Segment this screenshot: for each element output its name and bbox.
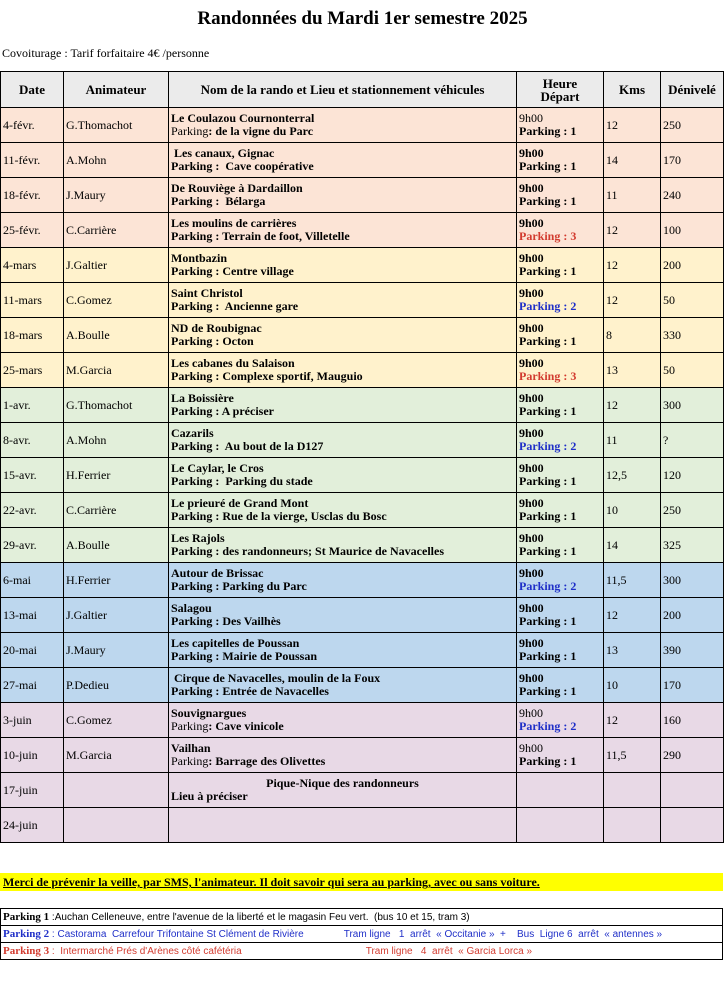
cell-date: 15-avr. — [1, 458, 64, 493]
legend-text: :Auchan Celleneuve, entre l'avenue de la liberté et le magasin Feu vert. (bus 10 et 15, tram 3) — [49, 912, 470, 923]
departure-time: 9h00 — [519, 181, 544, 195]
parking-location — [171, 300, 514, 313]
parking-location — [171, 510, 514, 523]
hike-name: De Rouviège à Dardaillon — [171, 181, 303, 195]
cell-kms: 11,5 — [604, 563, 661, 598]
table-header-row — [1, 72, 724, 108]
header-hike-name: Nom de la rando et Lieu et stationnement véhicules — [169, 72, 517, 108]
cell-date: 1-avr. — [1, 388, 64, 423]
hike-name: Montbazin — [171, 251, 228, 265]
parking-place: Parking du Parc — [219, 579, 307, 593]
cell-elevation: 200 — [661, 598, 724, 633]
cell-departure — [517, 248, 604, 283]
parking-location — [171, 580, 514, 593]
cell-elevation: 390 — [661, 633, 724, 668]
table-row — [1, 248, 724, 283]
parking-place: des randonneurs; St Maurice de Navacelles — [219, 544, 444, 558]
parking-label: Parking : — [171, 439, 220, 453]
cell-departure — [517, 493, 604, 528]
cell-hike-name — [169, 458, 517, 493]
cell-kms: 11 — [604, 178, 661, 213]
legend-label: Parking 2 — [3, 928, 50, 940]
cell-elevation: 325 — [661, 528, 724, 563]
cell-departure — [517, 598, 604, 633]
hike-name: Vailhan — [171, 741, 211, 755]
parking-place: Ancienne gare — [219, 299, 299, 313]
table-row — [1, 388, 724, 423]
cell-date: 4-mars — [1, 248, 64, 283]
parking-label: Parking : — [171, 229, 220, 243]
parking-location — [171, 195, 514, 208]
cell-kms: 12 — [604, 248, 661, 283]
cell-hike-name — [169, 703, 517, 738]
cell-date: 18-févr. — [1, 178, 64, 213]
cell-hike-name — [169, 388, 517, 423]
cell-kms: 12 — [604, 703, 661, 738]
cell-kms: 12 — [604, 108, 661, 143]
cell-date: 25-févr. — [1, 213, 64, 248]
cell-animateur: C.Gomez — [64, 283, 169, 318]
cell-elevation: 250 — [661, 108, 724, 143]
parking-label: Parking : — [171, 264, 220, 278]
table-row — [1, 773, 724, 808]
cell-animateur: H.Ferrier — [64, 458, 169, 493]
cell-hike-name — [169, 808, 517, 843]
parking-place: Au bout de la D127 — [219, 439, 324, 453]
departure-time: 9h00 — [519, 636, 544, 650]
parking-number: Parking : 3 — [519, 369, 577, 383]
parking-number: Parking : 1 — [519, 614, 577, 628]
legend-transit: Tram ligne 4 arrêt « Garcia Lorca » — [365, 946, 533, 957]
parking-label: Parking : — [171, 159, 220, 173]
departure-time: 9h00 — [519, 671, 544, 685]
parking-number: Parking : 2 — [519, 299, 577, 313]
cell-kms: 8 — [604, 318, 661, 353]
cell-date: 17-juin — [1, 773, 64, 808]
parking-legend — [0, 908, 723, 960]
hike-name: Le Coulazou Cournonterral — [171, 111, 315, 125]
header-animateur: Animateur — [64, 72, 169, 108]
cell-hike-name — [169, 318, 517, 353]
cell-hike-name — [169, 738, 517, 773]
cell-elevation: 290 — [661, 738, 724, 773]
table-row — [1, 598, 724, 633]
cell-animateur: H.Ferrier — [64, 563, 169, 598]
cell-elevation: 170 — [661, 668, 724, 703]
parking-label: Parking — [171, 754, 209, 768]
cell-date: 6-mai — [1, 563, 64, 598]
legend-row — [1, 925, 722, 942]
parking-label: Parking : — [171, 509, 220, 523]
parking-place: Entrée de Navacelles — [219, 684, 329, 698]
cell-hike-name — [169, 493, 517, 528]
parking-location — [171, 335, 514, 348]
parking-place: Parking du stade — [219, 474, 313, 488]
cell-animateur: M.Garcia — [64, 353, 169, 388]
parking-location — [171, 370, 514, 383]
cell-hike-name — [169, 143, 517, 178]
parking-number: Parking : 1 — [519, 649, 577, 663]
cell-departure — [517, 528, 604, 563]
cell-departure — [517, 143, 604, 178]
parking-label: Parking : — [171, 404, 220, 418]
parking-label: Parking : — [171, 334, 220, 348]
cell-kms: 12 — [604, 213, 661, 248]
departure-time: 9h00 — [519, 496, 544, 510]
cell-departure — [517, 633, 604, 668]
notice-banner: Merci de prévenir la veille, par SMS, l'animateur. Il doit savoir qui sera au parking, avec ou sans voiture. — [0, 873, 723, 891]
cell-date: 13-mai — [1, 598, 64, 633]
parking-location — [171, 720, 514, 733]
event-title: Pique-Nique des randonneurs — [266, 776, 419, 790]
cell-elevation: ? — [661, 423, 724, 458]
header-elevation: Dénivelé — [661, 72, 724, 108]
cell-elevation: 250 — [661, 493, 724, 528]
parking-number: Parking : 1 — [519, 159, 577, 173]
header-departure-time — [517, 72, 604, 108]
cell-hike-name — [169, 598, 517, 633]
header-time-line1: Heure — [542, 75, 578, 91]
legend-text: : Intermarché Prés d'Arènes côté cafétéria — [49, 946, 242, 957]
cell-departure — [517, 423, 604, 458]
departure-time: 9h00 — [519, 216, 544, 230]
cell-departure — [517, 808, 604, 843]
hike-name: Les moulins de carrières — [171, 216, 297, 230]
cell-date: 24-juin — [1, 808, 64, 843]
cell-kms: 13 — [604, 353, 661, 388]
cell-hike-name — [169, 353, 517, 388]
table-row — [1, 143, 724, 178]
cell-date: 11-mars — [1, 283, 64, 318]
cell-date: 10-juin — [1, 738, 64, 773]
cell-kms: 12 — [604, 598, 661, 633]
cell-animateur: J.Galtier — [64, 248, 169, 283]
table-row — [1, 738, 724, 773]
parking-label: Parking — [171, 124, 209, 138]
legend-text: : Castorama Carrefour Trifontaine St Clément de Rivière — [49, 929, 304, 940]
hike-name: Cazarils — [171, 426, 214, 440]
table-row — [1, 213, 724, 248]
cell-elevation — [661, 808, 724, 843]
parking-label: Parking : — [171, 194, 220, 208]
legend-transit: Tram ligne 1 arrêt « Occitanie » + Bus Ligne 6 arrêt « antennes » — [343, 929, 663, 940]
parking-number: Parking : 1 — [519, 474, 577, 488]
table-row — [1, 808, 724, 843]
departure-time: 9h00 — [519, 146, 544, 160]
cell-kms: 12 — [604, 283, 661, 318]
cell-date: 22-avr. — [1, 493, 64, 528]
table-row — [1, 633, 724, 668]
table-row — [1, 108, 724, 143]
cell-kms: 10 — [604, 493, 661, 528]
table-row — [1, 493, 724, 528]
cell-elevation: 200 — [661, 248, 724, 283]
table-row — [1, 283, 724, 318]
cell-departure — [517, 773, 604, 808]
cell-elevation: 50 — [661, 353, 724, 388]
parking-place: Cave coopérative — [219, 159, 314, 173]
parking-location — [171, 475, 514, 488]
hike-name: Cirque de Navacelles, moulin de la Foux — [171, 671, 381, 685]
table-row — [1, 178, 724, 213]
hike-name: Les Rajols — [171, 531, 225, 545]
departure-time: 9h00 — [519, 706, 543, 720]
table-body — [1, 108, 724, 843]
cell-animateur: G.Thomachot — [64, 108, 169, 143]
cell-elevation: 160 — [661, 703, 724, 738]
cell-departure — [517, 213, 604, 248]
hike-name: La Boissière — [171, 391, 234, 405]
header-time-line2: Départ — [540, 88, 580, 104]
departure-time: 9h00 — [519, 111, 543, 125]
cell-kms: 10 — [604, 668, 661, 703]
parking-number: Parking : 1 — [519, 684, 577, 698]
parking-label: Parking : — [171, 684, 220, 698]
cell-hike-name — [169, 423, 517, 458]
cell-animateur: G.Thomachot — [64, 388, 169, 423]
departure-time: 9h00 — [519, 741, 543, 755]
page-title: Randonnées du Mardi 1er semestre 2025 — [197, 8, 528, 29]
parking-place: A préciser — [219, 404, 274, 418]
departure-time: 9h00 — [519, 391, 544, 405]
cell-elevation: 170 — [661, 143, 724, 178]
cell-departure — [517, 108, 604, 143]
cell-hike-name — [169, 108, 517, 143]
cell-date: 4-févr. — [1, 108, 64, 143]
cell-elevation — [661, 773, 724, 808]
cell-hike-name — [169, 178, 517, 213]
hike-name: Les canaux, Gignac — [171, 146, 275, 160]
departure-time: 9h00 — [519, 426, 544, 440]
cell-date: 20-mai — [1, 633, 64, 668]
departure-time: 9h00 — [519, 531, 544, 545]
departure-time: 9h00 — [519, 601, 544, 615]
cell-elevation: 100 — [661, 213, 724, 248]
cell-departure — [517, 668, 604, 703]
cell-kms: 14 — [604, 528, 661, 563]
cell-departure — [517, 738, 604, 773]
table-row — [1, 458, 724, 493]
cell-departure — [517, 178, 604, 213]
parking-number: Parking : 2 — [519, 579, 577, 593]
cell-hike-name — [169, 248, 517, 283]
cell-date: 18-mars — [1, 318, 64, 353]
parking-label: Parking : — [171, 649, 220, 663]
hike-name: Les capitelles de Poussan — [171, 636, 300, 650]
cell-animateur: J.Maury — [64, 633, 169, 668]
cell-hike-name — [169, 668, 517, 703]
cell-kms: 11 — [604, 423, 661, 458]
table-row — [1, 668, 724, 703]
header-date: Date — [1, 72, 64, 108]
departure-time: 9h00 — [519, 566, 544, 580]
cell-date: 27-mai — [1, 668, 64, 703]
cell-kms: 14 — [604, 143, 661, 178]
cell-kms: 12 — [604, 388, 661, 423]
parking-place: Terrain de foot, Villetelle — [219, 229, 350, 243]
parking-location — [171, 755, 514, 768]
departure-time: 9h00 — [519, 286, 544, 300]
cell-elevation: 300 — [661, 563, 724, 598]
cell-elevation: 330 — [661, 318, 724, 353]
cell-date: 11-févr. — [1, 143, 64, 178]
cell-hike-name — [169, 213, 517, 248]
parking-number: Parking : 2 — [519, 439, 577, 453]
cell-date: 3-juin — [1, 703, 64, 738]
cell-animateur: A.Boulle — [64, 318, 169, 353]
cell-animateur: C.Carrière — [64, 493, 169, 528]
event-location: Lieu à préciser — [171, 789, 248, 803]
cell-kms: 11,5 — [604, 738, 661, 773]
legend-label: Parking 3 — [3, 945, 50, 957]
cell-departure — [517, 388, 604, 423]
parking-number: Parking : 1 — [519, 264, 577, 278]
legend-row — [1, 909, 722, 925]
parking-location — [171, 545, 514, 558]
legend-row — [1, 942, 722, 959]
cell-elevation: 300 — [661, 388, 724, 423]
hike-schedule-table — [0, 71, 724, 843]
parking-label: Parking : — [171, 474, 220, 488]
carpool-note: Covoiturage : Tarif forfaitaire 4€ /personne — [2, 46, 210, 60]
cell-elevation: 240 — [661, 178, 724, 213]
cell-departure — [517, 458, 604, 493]
departure-time: 9h00 — [519, 461, 544, 475]
departure-time: 9h00 — [519, 321, 544, 335]
parking-label: Parking : — [171, 614, 220, 628]
parking-location — [171, 685, 514, 698]
cell-kms — [604, 773, 661, 808]
parking-label: Parking : — [171, 299, 220, 313]
cell-kms: 12,5 — [604, 458, 661, 493]
hike-name: Les cabanes du Salaison — [171, 356, 295, 370]
parking-location — [171, 650, 514, 663]
cell-departure — [517, 318, 604, 353]
parking-place: Complexe sportif, Mauguio — [219, 369, 363, 383]
parking-number: Parking : 1 — [519, 509, 577, 523]
header-kms: Kms — [604, 72, 661, 108]
cell-hike-name — [169, 283, 517, 318]
departure-time: 9h00 — [519, 356, 544, 370]
departure-time: 9h00 — [519, 251, 544, 265]
cell-departure — [517, 563, 604, 598]
parking-label: Parking : — [171, 544, 220, 558]
hike-name: ND de Roubignac — [171, 321, 262, 335]
parking-location — [171, 405, 514, 418]
parking-location — [171, 615, 514, 628]
parking-place: Des Vailhès — [219, 614, 281, 628]
parking-label: Parking : — [171, 579, 220, 593]
parking-label: Parking : — [171, 369, 220, 383]
parking-label: Parking — [171, 719, 209, 733]
cell-date: 8-avr. — [1, 423, 64, 458]
cell-animateur: C.Gomez — [64, 703, 169, 738]
hike-name: Le Caylar, le Cros — [171, 461, 264, 475]
cell-departure — [517, 353, 604, 388]
hike-name: Saint Christol — [171, 286, 243, 300]
table-row — [1, 353, 724, 388]
table-row — [1, 318, 724, 353]
parking-number: Parking : 1 — [519, 334, 577, 348]
hike-name: Souvignargues — [171, 706, 247, 720]
hike-name: Salagou — [171, 601, 212, 615]
cell-hike-name — [169, 563, 517, 598]
parking-number: Parking : 1 — [519, 404, 577, 418]
cell-departure — [517, 283, 604, 318]
legend-label: Parking 1 — [3, 911, 50, 923]
parking-number: Parking : 1 — [519, 754, 577, 768]
cell-hike-name — [169, 633, 517, 668]
table-row — [1, 563, 724, 598]
parking-number: Parking : 2 — [519, 719, 577, 733]
cell-animateur — [64, 808, 169, 843]
parking-location — [171, 265, 514, 278]
cell-animateur: P.Dedieu — [64, 668, 169, 703]
hike-name: Autour de Brissac — [171, 566, 264, 580]
parking-number: Parking : 1 — [519, 544, 577, 558]
cell-animateur — [64, 773, 169, 808]
cell-animateur: A.Mohn — [64, 423, 169, 458]
cell-date: 29-avr. — [1, 528, 64, 563]
parking-place: Bélarga — [219, 194, 266, 208]
cell-animateur: A.Mohn — [64, 143, 169, 178]
hike-name: Le prieuré de Grand Mont — [171, 496, 309, 510]
table-row — [1, 703, 724, 738]
table-row — [1, 528, 724, 563]
parking-place: Mairie de Poussan — [219, 649, 318, 663]
cell-animateur: A.Boulle — [64, 528, 169, 563]
parking-place: : Cave vinicole — [208, 719, 284, 733]
parking-location — [171, 160, 514, 173]
cell-animateur: M.Garcia — [64, 738, 169, 773]
parking-place: Centre village — [219, 264, 294, 278]
cell-departure — [517, 703, 604, 738]
parking-number: Parking : 1 — [519, 194, 577, 208]
cell-animateur: C.Carrière — [64, 213, 169, 248]
cell-hike-name — [169, 528, 517, 563]
parking-location — [171, 125, 514, 138]
parking-number: Parking : 3 — [519, 229, 577, 243]
cell-elevation: 50 — [661, 283, 724, 318]
cell-animateur: J.Maury — [64, 178, 169, 213]
cell-elevation: 120 — [661, 458, 724, 493]
cell-hike-name — [169, 773, 517, 808]
parking-location — [171, 440, 514, 453]
parking-place: : de la vigne du Parc — [208, 124, 314, 138]
cell-kms: 13 — [604, 633, 661, 668]
parking-place: Rue de la vierge, Usclas du Bosc — [219, 509, 387, 523]
cell-kms — [604, 808, 661, 843]
cell-animateur: J.Galtier — [64, 598, 169, 633]
parking-place: Octon — [219, 334, 254, 348]
parking-location — [171, 230, 514, 243]
table-row — [1, 423, 724, 458]
parking-place: : Barrage des Olivettes — [208, 754, 326, 768]
cell-date: 25-mars — [1, 353, 64, 388]
parking-number: Parking : 1 — [519, 124, 577, 138]
